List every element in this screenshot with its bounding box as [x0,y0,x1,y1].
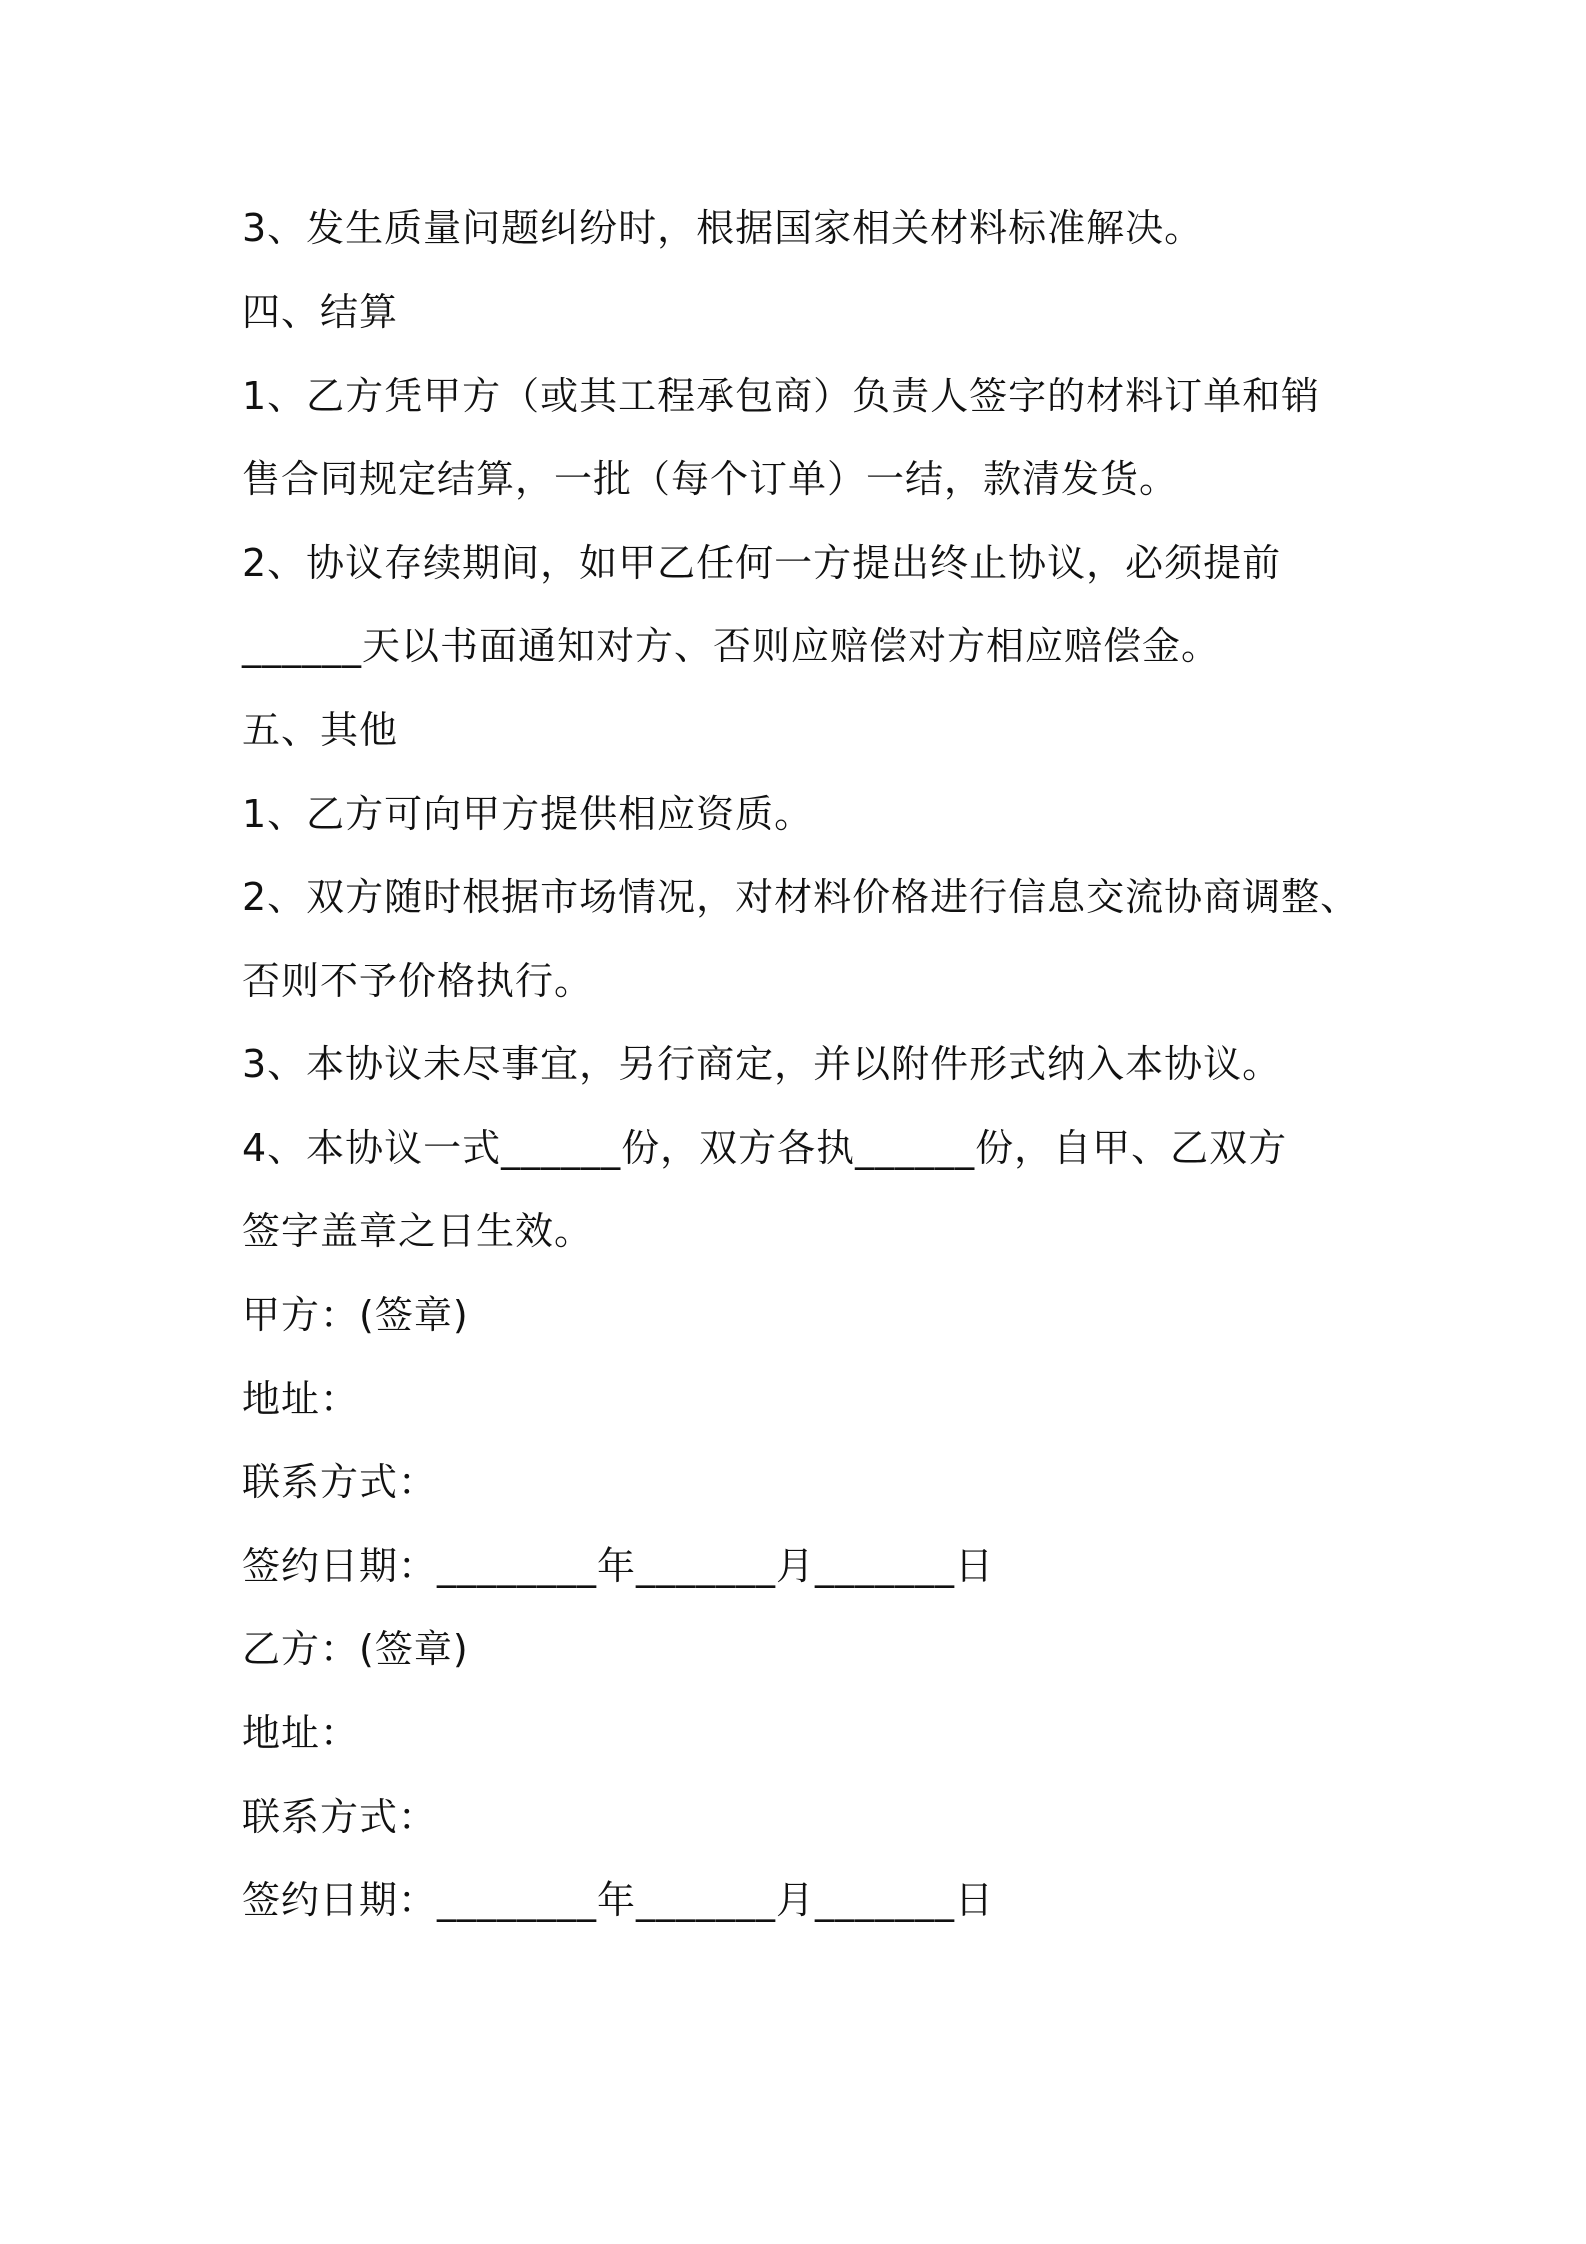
section-heading-settlement: 四、结算 [242,290,399,334]
other-clause-4-line-1: 4、本协议一式______份，双方各执______份，自甲、乙双方 [242,1126,1288,1170]
other-clause-1: 1、乙方可向甲方提供相应资质。 [242,792,814,836]
party-b-address: 地址： [242,1711,360,1755]
party-a-contact: 联系方式： [242,1460,438,1504]
settlement-clause-1-line-1: 1、乙方凭甲方（或其工程承包商）负责人签字的材料订单和销 [242,374,1321,418]
party-b-contact: 联系方式： [242,1795,438,1839]
other-clause-2-line-1: 2、双方随时根据市场情况，对材料价格进行信息交流协商调整、 [242,875,1360,919]
settlement-clause-2-line-2: ______天以书面通知对方、否则应赔偿对方相应赔偿金。 [242,624,1221,668]
other-clause-4-line-2: 签字盖章之日生效。 [242,1209,594,1253]
other-clause-2-line-2: 否则不予价格执行。 [242,959,594,1003]
section-heading-other: 五、其他 [242,708,399,752]
settlement-clause-1-line-2: 售合同规定结算，一批（每个订单）一结，款清发货。 [242,457,1179,501]
party-a-signature: 甲方：(签章) [242,1293,469,1337]
settlement-clause-2-line-1: 2、协议存续期间，如甲乙任何一方提出终止协议，必须提前 [242,541,1282,585]
party-b-signature: 乙方：(签章) [242,1627,469,1671]
party-a-sign-date: 签约日期：________年_______月_______日 [242,1544,995,1588]
clause-3-quality-dispute: 3、发生质量问题纠纷时，根据国家相关材料标准解决。 [242,206,1204,250]
other-clause-3: 3、本协议未尽事宜，另行商定，并以附件形式纳入本协议。 [242,1042,1282,1086]
party-a-address: 地址： [242,1377,360,1421]
party-b-sign-date: 签约日期：________年_______月_______日 [242,1878,995,1922]
